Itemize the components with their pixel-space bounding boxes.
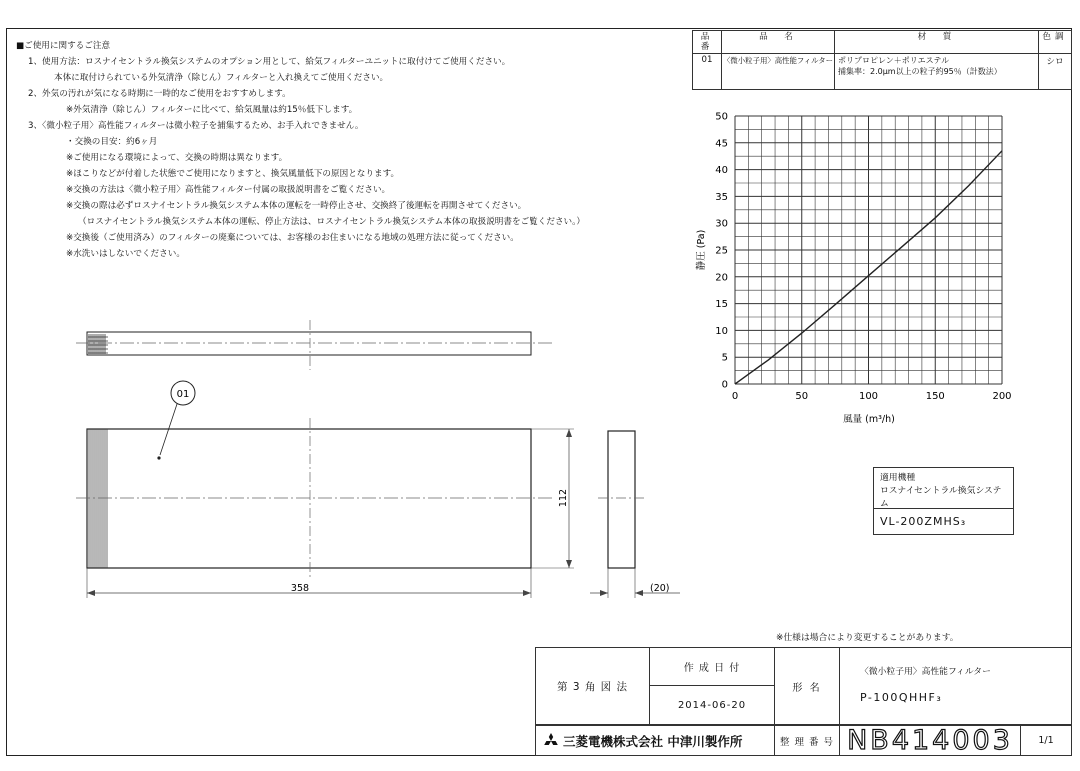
parts-name: 〈微小粒子用〉高性能フィルター [722,54,835,90]
y-tick-label: 45 [715,138,728,150]
parts-material-1: ポリプロピレン＋ポリエステル [837,56,950,65]
part-callout [157,381,195,460]
y-tick-label: 30 [715,218,728,230]
parts-header-no: 品番 [693,31,722,54]
page-number: 1/1 [1020,725,1072,756]
drawing-number: NB414003 [839,725,1021,756]
chart-grid [735,116,1002,384]
x-tick-label: 0 [731,391,739,402]
chart-ticks [715,112,1011,403]
notes-heading: ■ご使用に関するご注意 [16,41,111,51]
date-label: 作 成 日 付 [649,647,775,686]
note-item-2-sub: ※外気清浄（除じん）フィルターに比べて、給気風量は約15％低下します。 [66,105,358,115]
note-item-3-e: ※交換の際は必ずロスナイセントラル換気システム本体の運転を一時停止させ、交換終了後運転を再開させてください。 [66,201,527,211]
note-item-3-b: ※ご使用になる環境によって、交換の時期は異なります。 [66,153,288,163]
parts-header-material: 材 質 [834,31,1038,54]
parts-header-name: 品 名 [722,31,835,54]
y-tick-label: 50 [715,111,728,123]
parts-material [834,54,1038,90]
company-block [535,725,775,756]
creation-date: 2014-06-20 [649,685,775,725]
front-view [76,418,574,598]
note-item-3-h: ※水洗いはしないでください。 [66,249,185,259]
y-tick-label: 15 [715,299,728,311]
note-item-3-c: ※ほこりなどが付着した状態でご使用になりますと、換気風量低下の原因となります。 [66,169,400,179]
filter-drawing [0,300,700,630]
note-item-3: 3、〈微小粒子用〉高性能フィルターは微小粒子を捕集するため、お手入れできません。 [28,121,364,131]
product-model: P-100QHHF₃ [860,691,943,704]
usage-notes [16,38,696,262]
applicable-model: VL-200ZMHS₃ [874,508,1013,534]
side-view [590,431,680,598]
callout-number: 01 [176,389,190,400]
spec-change-note: ※仕様は場合により変更することがあります。 [776,633,959,643]
title-block [535,647,1072,756]
number-label: 整 理 番 号 [774,725,840,756]
y-tick-label: 40 [715,165,728,177]
y-tick-label: 25 [715,245,728,257]
applicable-model-box [873,467,1014,535]
parts-table [692,30,1072,90]
x-tick-label: 200 [992,391,1012,402]
x-axis-label: 風量 (m³/h) [843,414,895,425]
top-view [76,320,552,370]
dim-width: 358 [290,583,310,594]
pressure-chart [690,100,1030,440]
note-item-1-sub: 本体に取付けられている外気清浄（除じん）フィルターと入れ換えてご使用ください。 [54,73,389,83]
y-tick-label: 10 [715,325,728,337]
parts-material-2: 捕集率：2.0μm以上の粒子約95％（計数法） [837,67,1002,76]
y-tick-label: 20 [715,272,728,284]
product-name: 〈微小粒子用〉高性能フィルター [860,667,991,677]
note-item-3-f: （ロスナイセントラル換気システム本体の運転、停止方法は、ロスナイセントラル換気システム本体の取扱説明書をご覧ください。） [78,217,586,227]
applicable-system: ロスナイセントラル換気システム [880,486,1002,509]
parts-color: シロ [1039,54,1072,90]
applicable-label: 適用機種 [880,473,916,483]
y-tick-label: 5 [721,352,728,364]
note-item-2: 2、外気の汚れが気になる時期に一時的なご使用をおすすめします。 [28,89,291,99]
dim-depth: (20) [650,583,670,594]
parts-header-color: 色調 [1039,31,1072,54]
company-name: 三菱電機株式会社 中津川製作所 [563,733,743,749]
projection-method: 第 3 角 図 法 [535,647,650,725]
parts-no: 01 [693,54,722,90]
x-tick-label: 150 [925,391,945,402]
note-item-3-d: ※交換の方法は〈微小粒子用〉高性能フィルター付属の取扱説明書をご覧ください。 [66,185,391,195]
note-item-3-g: ※交換後（ご使用済み）のフィルターの廃棄については、お客様のお住まいになる地域の処理方法に従ってください。 [66,233,519,243]
product-info [839,647,1072,725]
x-tick-label: 50 [795,391,809,402]
dim-height: 112 [558,488,569,508]
mitsubishi-logo [542,733,560,749]
note-item-1: 1、使用方法：ロスナイセントラル換気システムのオプション用として、給気フィルターユニットに取付けてご使用ください。 [28,57,511,67]
y-tick-label: 0 [721,379,728,391]
note-item-3-a: ・交換の目安：約6ヶ月 [66,137,158,147]
model-label: 形 名 [774,647,840,725]
x-tick-label: 100 [858,391,879,402]
y-axis-label: 静圧 (Pa) [696,229,707,271]
y-tick-label: 35 [715,191,728,203]
